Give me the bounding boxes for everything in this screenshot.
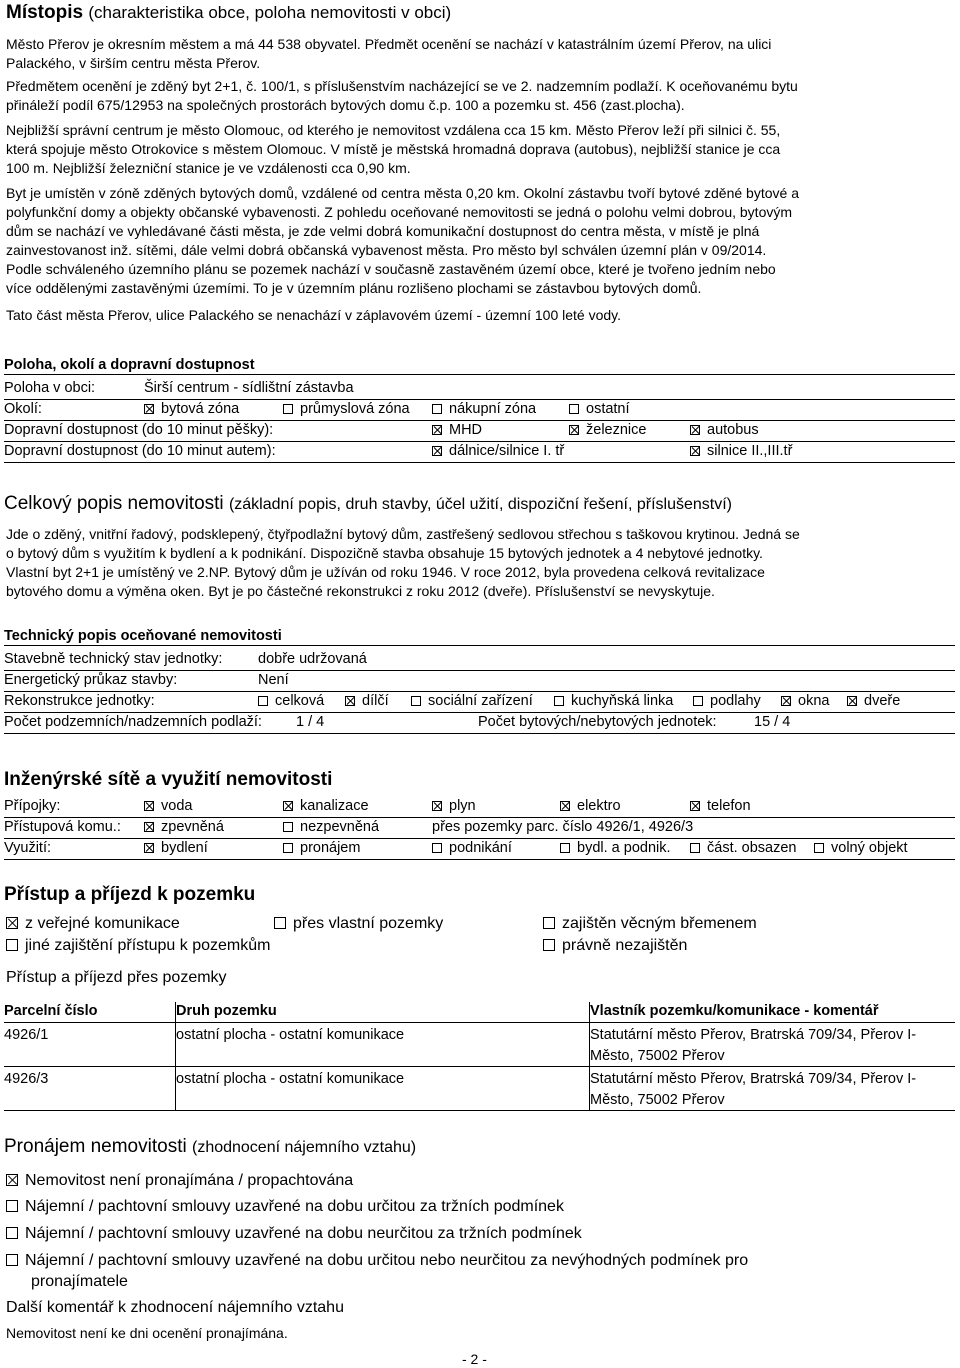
option-label: elektro	[577, 798, 621, 814]
checked-box-icon	[432, 425, 442, 435]
cell-vlastnik: Statutární město Přerov, Bratrská 709/34, Přerov I-	[590, 1071, 917, 1087]
option-label: volný objekt	[831, 840, 908, 856]
stav-value: dobře udržovaná	[258, 651, 367, 667]
cell-vlastnik: Statutární město Přerov, Bratrská 709/34, Přerov I-	[590, 1027, 917, 1043]
okoli-option[interactable]	[144, 401, 239, 417]
cell-parcel: 4926/1	[4, 1027, 49, 1043]
okoli-option[interactable]	[569, 401, 630, 417]
checked-box-icon	[6, 1174, 18, 1186]
option-label: bydlení	[161, 840, 208, 856]
vyuziti-option[interactable]	[283, 840, 360, 856]
mistopis-para1	[6, 35, 954, 73]
podlazi-label: Počet podzemních/nadzemních podlaží:	[4, 714, 262, 730]
pronajem-heading	[4, 1136, 416, 1158]
option-label: podnikání	[449, 840, 512, 856]
option-label: bydl. a podnik.	[577, 840, 671, 856]
pripojky-row	[4, 797, 955, 818]
rek-option[interactable]	[258, 693, 324, 709]
option-label: ostatní	[586, 401, 630, 417]
okoli-option[interactable]	[283, 401, 410, 417]
stav-row	[4, 650, 955, 671]
energ-row	[4, 671, 955, 692]
poloha-table-title: Poloha, okolí a dopravní dostupnost	[4, 357, 955, 375]
komu-extra: přes pozemky parc. číslo 4926/1, 4926/3	[432, 819, 694, 835]
table-row	[4, 1023, 955, 1067]
pripojky-option[interactable]	[144, 798, 192, 814]
okoli-option[interactable]	[432, 401, 536, 417]
option-label: bytová zóna	[161, 401, 240, 417]
text-line: 100 m. Nejbližší železniční stanice je ve vzdálenosti cca 0,90 km.	[6, 160, 411, 176]
unchecked-box-icon	[283, 404, 293, 414]
checked-box-icon	[569, 425, 579, 435]
autem-option[interactable]	[690, 443, 792, 459]
option-label: celková	[275, 693, 325, 709]
option-label: Nájemní / pachtovní smlouvy uzavřené na dobu neurčitou za tržních podmínek	[25, 1225, 582, 1242]
option-label: zajištěn věcným břemenem	[562, 915, 757, 932]
pres-pozemky-label: Přístup a příjezd přes pozemky	[6, 969, 227, 986]
header-parcel: Parcelní číslo	[4, 1003, 98, 1019]
autem-label: Dopravní dostupnost (do 10 minut autem):	[4, 443, 276, 459]
text-line: Vlastní byt 2+1 je umístěný ve 2.NP. Bytový dům je užíván od roku 1946. V roce 2012, byla provedena celková revitalizace	[6, 564, 765, 580]
option-label: MHD	[449, 422, 483, 438]
cell-vlastnik: Město, 75002 Přerov	[590, 1048, 725, 1064]
option-label: část. obsazen	[707, 840, 797, 856]
pripojky-option[interactable]	[432, 798, 476, 814]
text-line: bytového domu a výměna oken. Byt je po částečné rekonstrukci z roku 2012 (dveře). Příslušenství se nevyskytuje.	[6, 583, 715, 599]
option-label: plyn	[449, 798, 476, 814]
text-line: Město Přerov je okresním městem a má 44 538 obyvatel. Předmět ocenění se nachází v katastrálním území Přerov, na ulici	[6, 36, 772, 52]
dalsi-komentar-label: Další komentář k zhodnocení nájemního vztahu	[6, 1299, 344, 1316]
pripojky-option[interactable]	[560, 798, 621, 814]
table-row	[4, 1067, 955, 1111]
mistopis-para4	[6, 184, 954, 298]
podlazi-row	[4, 713, 955, 734]
option-label: z veřejné komunikace	[25, 915, 180, 932]
stav-label: Stavebně technický stav jednotky:	[4, 651, 223, 667]
poloha-value: Širší centrum - sídlištní zástavba	[144, 380, 354, 396]
pronajem-option-continuation: pronajímatele	[31, 1273, 128, 1290]
rek-option[interactable]	[411, 693, 533, 709]
komu-option[interactable]	[144, 819, 224, 835]
mistopis-para2	[6, 77, 954, 115]
text-line: dům se nachází ve vyhledávané části města, je zde velmi dobrá komunikační dostupnost do centra města, v místě je plná	[6, 223, 760, 239]
option-label: kuchyňská linka	[571, 693, 674, 709]
option-label: jiné zajištění přístupu k pozemkům	[25, 937, 271, 954]
checked-box-icon	[781, 696, 791, 706]
rek-label: Rekonstrukce jednotky:	[4, 693, 155, 709]
celkovy-heading	[4, 493, 732, 515]
pesky-label: Dopravní dostupnost (do 10 minut pěšky):	[4, 422, 274, 438]
mistopis-subtitle: (charakteristika obce, poloha nemovitosti v obci)	[88, 3, 452, 22]
text-line: Podle schváleného územního plánu se pozemek nachází v současně zastavěném území obce, které je tvořeno jedním nebo	[6, 261, 776, 277]
option-label: pronájem	[300, 840, 361, 856]
option-label: telefon	[707, 798, 751, 814]
text-line: Byt je umístěn v zóně zděných bytových domů, vzdálené od centra města 0,20 km. Okolní zástavbu tvoří bytové zděné bytové a	[6, 185, 799, 201]
poloha-label: Poloha v obci:	[4, 380, 96, 396]
checked-box-icon	[690, 801, 700, 811]
pristup-option[interactable]	[543, 937, 687, 955]
vyuziti-option[interactable]	[560, 840, 671, 856]
text-line: zainvestovanost inž. sítěmi, dále velmi dobrá občanská vybavenost města. Pro město byl schválen územní plán v 09/2014.	[6, 242, 767, 258]
option-label: právně nezajištěn	[562, 937, 688, 954]
option-label: sociální zařízení	[428, 693, 533, 709]
rek-option[interactable]	[693, 693, 761, 709]
text-line: Předmětem ocenění je zděný byt 2+1, č. 100/1, s příslušenstvím nacházející se ve 2. nadzemním podlaží. K oceňovanému bytu	[6, 78, 798, 94]
pristup-heading: Přístup a příjezd k pozemku	[4, 884, 256, 905]
option-label: dálnice/silnice I. tř	[449, 443, 565, 459]
pronajem-option[interactable]	[6, 1198, 564, 1216]
vyuziti-option[interactable]	[690, 840, 796, 856]
vyuziti-row	[4, 839, 955, 860]
pronajem-option[interactable]	[6, 1172, 353, 1190]
energ-value: Není	[258, 672, 289, 688]
mistopis-para5	[6, 306, 954, 325]
checked-box-icon	[690, 425, 700, 435]
cell-parcel: 4926/3	[4, 1071, 49, 1087]
checked-box-icon	[690, 446, 700, 456]
checked-box-icon	[283, 801, 293, 811]
rekonstrukce-row	[4, 692, 955, 713]
header-vlastnik: Vlastník pozemku/komunikace - komentář	[590, 1003, 879, 1019]
checked-box-icon	[847, 696, 857, 706]
okoli-label: Okolí:	[4, 401, 42, 417]
unchecked-box-icon	[283, 843, 293, 853]
unchecked-box-icon	[258, 696, 268, 706]
option-label: nákupní zóna	[449, 401, 537, 417]
cell-druh: ostatní plocha - ostatní komunikace	[176, 1027, 405, 1043]
option-label: dveře	[864, 693, 901, 709]
option-label: kanalizace	[300, 798, 369, 814]
mistopis-para3	[6, 121, 954, 178]
text-line: Palackého, v širším centru města Přerov.	[6, 55, 261, 71]
pronajem-option[interactable]	[6, 1252, 748, 1270]
pesky-row	[4, 421, 955, 442]
text-line: Jde o zděný, vnitřní řadový, podsklepený, čtyřpodlažní bytový dům, zastřešený sedlovou střechou s taškovou krytinou. Jedná se	[6, 526, 800, 542]
site-heading: Inženýrské sítě a využití nemovitosti	[4, 769, 333, 790]
option-label: Nemovitost není pronajímána / propachtována	[25, 1172, 354, 1189]
parcel-table-header	[4, 1002, 955, 1023]
komu-option[interactable]	[283, 819, 379, 835]
pripojky-option[interactable]	[690, 798, 751, 814]
header-druh: Druh pozemku	[176, 1003, 277, 1019]
rek-option[interactable]	[847, 693, 900, 709]
cell-druh: ostatní plocha - ostatní komunikace	[176, 1071, 405, 1087]
text-line: Tato část města Přerov, ulice Palackého se nenachází v záplavovém území - územní 100 leté vody.	[6, 307, 622, 323]
unchecked-box-icon	[6, 1227, 18, 1239]
mistopis-title: Místopis	[6, 2, 84, 23]
pripojky-option[interactable]	[283, 798, 369, 814]
mistopis-heading	[6, 2, 451, 24]
celkovy-para	[6, 525, 954, 601]
autem-row	[4, 442, 955, 463]
option-label: okna	[798, 693, 830, 709]
rek-option[interactable]	[554, 693, 673, 709]
text-line: přináleží podíl 675/12953 na společných prostorách bytových domu č.p. 100 a pozemku st. 456 (zast.plocha).	[6, 97, 685, 113]
option-label: nezpevněná	[300, 819, 380, 835]
option-label: přes vlastní pozemky	[293, 915, 444, 932]
pristup-option[interactable]	[543, 915, 757, 933]
option-label: dílčí	[362, 693, 389, 709]
checked-box-icon	[144, 404, 154, 414]
energ-label: Energetický průkaz stavby:	[4, 672, 178, 688]
text-line: více oddělenými zastavěnými územími. To je v územním plánu rozlišeno plochami se zástavbou bytových domů.	[6, 280, 702, 296]
dalsi-komentar-value: Nemovitost není ke dni ocenění pronajímána.	[6, 1325, 288, 1341]
unchecked-box-icon	[693, 696, 703, 706]
jednotek-label: Počet bytových/nebytových jednotek:	[478, 714, 717, 730]
pesky-option[interactable]	[690, 422, 759, 438]
rek-option[interactable]	[781, 693, 829, 709]
text-line: která spojuje město Otrokovice s městem Olomouc. V místě je městská hromadná doprava (autobus), nejbližší stanice je cca	[6, 141, 781, 157]
unchecked-box-icon	[6, 1200, 18, 1212]
option-label: silnice II.,III.tř	[707, 443, 793, 459]
unchecked-box-icon	[283, 822, 293, 832]
unchecked-box-icon	[6, 939, 18, 951]
option-label: železnice	[586, 422, 647, 438]
checked-box-icon	[345, 696, 355, 706]
celkovy-title: Celkový popis nemovitosti	[4, 493, 224, 514]
text-line: o bytový dům s využitím k bydlení a k podnikání. Dispozičně stavba obsahuje 15 bytových jednotek a 4 nebytové jednotky.	[6, 545, 763, 561]
checked-box-icon	[144, 801, 154, 811]
option-label: průmyslová zóna	[300, 401, 410, 417]
unchecked-box-icon	[569, 404, 579, 414]
cell-vlastnik: Město, 75002 Přerov	[590, 1092, 725, 1108]
unchecked-box-icon	[543, 917, 555, 929]
vyuziti-option[interactable]	[144, 840, 208, 856]
komu-row	[4, 818, 955, 839]
unchecked-box-icon	[411, 696, 421, 706]
podlazi-value: 1 / 4	[296, 714, 325, 730]
unchecked-box-icon	[543, 939, 555, 951]
text-line: Nejbližší správní centrum je město Olomouc, od kterého je nemovitost vzdálena cca 15 km. Město Přerov leží při silnici č. 55,	[6, 122, 781, 138]
pristup-option[interactable]	[6, 915, 180, 933]
checked-box-icon	[560, 801, 570, 811]
vyuziti-label: Využití:	[4, 840, 52, 856]
pronajem-option[interactable]	[6, 1225, 582, 1243]
page-number: - 2 -	[462, 1351, 487, 1367]
unchecked-box-icon	[814, 843, 824, 853]
vyuziti-option[interactable]	[432, 840, 512, 856]
pronajem-subtitle: (zhodnocení nájemního vztahu)	[191, 1139, 417, 1156]
option-label: Nájemní / pachtovní smlouvy uzavřené na dobu určitou za tržních podmínek	[25, 1198, 564, 1215]
rek-option[interactable]	[345, 693, 389, 709]
unchecked-box-icon	[6, 1254, 18, 1266]
celkovy-subtitle: (základní popis, druh stavby, účel užití, dispoziční řešení, příslušenství)	[228, 496, 732, 513]
option-label: autobus	[707, 422, 759, 438]
technicky-table-title: Technický popis oceňované nemovitosti	[4, 628, 955, 646]
pristup-option[interactable]	[6, 937, 270, 955]
komu-label: Přístupová komu.:	[4, 819, 121, 835]
okoli-row	[4, 400, 955, 421]
checked-box-icon	[144, 843, 154, 853]
unchecked-box-icon	[690, 843, 700, 853]
autem-option[interactable]	[432, 443, 564, 459]
checked-box-icon	[432, 446, 442, 456]
unchecked-box-icon	[432, 404, 442, 414]
checked-box-icon	[432, 801, 442, 811]
jednotek-value: 15 / 4	[754, 714, 791, 730]
unchecked-box-icon	[274, 917, 286, 929]
option-label: voda	[161, 798, 193, 814]
poloha-row	[4, 379, 955, 400]
pesky-option[interactable]	[432, 422, 482, 438]
pripojky-label: Přípojky:	[4, 798, 61, 814]
pristup-option[interactable]	[274, 915, 443, 933]
checked-box-icon	[6, 917, 18, 929]
option-label: podlahy	[710, 693, 761, 709]
option-label: zpevněná	[161, 819, 224, 835]
pesky-option[interactable]	[569, 422, 646, 438]
text-line: polyfunkční domy a objekty občanské vybavenosti. Z pohledu oceňované nemovitosti se jedná o polohu velmi dobrou, bytovým	[6, 204, 793, 220]
option-label: Nájemní / pachtovní smlouvy uzavřené na dobu určitou nebo neurčitou za nevýhodných podmínek pro	[25, 1252, 749, 1269]
vyuziti-option[interactable]	[814, 840, 908, 856]
unchecked-box-icon	[432, 843, 442, 853]
pronajem-title: Pronájem nemovitosti	[4, 1136, 187, 1157]
checked-box-icon	[144, 822, 154, 832]
unchecked-box-icon	[554, 696, 564, 706]
unchecked-box-icon	[560, 843, 570, 853]
